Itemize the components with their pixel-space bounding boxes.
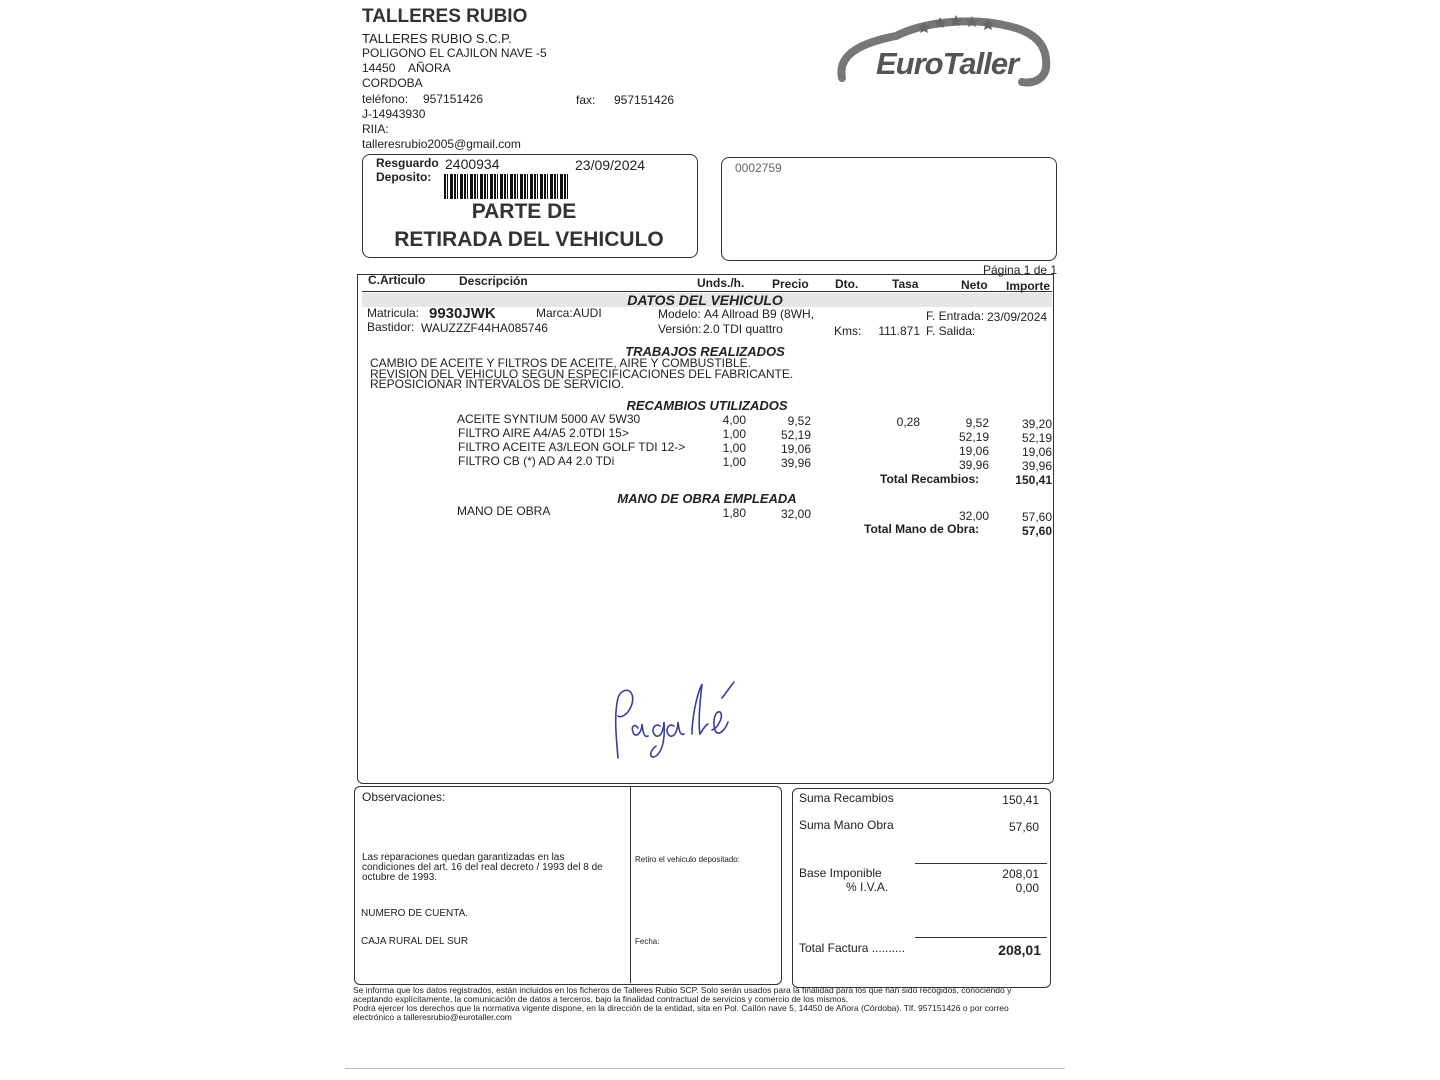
work-line-2: REVISION DEL VEHICULO SEGUN ESPECIFICACIONES DEL FABRICANTE. xyxy=(370,367,794,381)
part-tasa: 0,28 xyxy=(896,415,920,429)
suma-mano-label: Suma Mano Obra xyxy=(799,818,894,832)
eurotaller-logo xyxy=(836,10,1051,90)
company-name: TALLERES RUBIO xyxy=(362,6,528,27)
guarantee-line-1: Las reparaciones quedan garantizadas en las xyxy=(362,852,565,863)
guarantee-line-2: condiciones del art. 16 del real decreto / 1993 del 8 de xyxy=(362,862,603,873)
suma-mano-value: 57,60 xyxy=(1008,820,1039,834)
entrada-label: F. Entrada: xyxy=(926,309,985,323)
retiro-label: Retiro el vehiculo depositado: xyxy=(635,855,740,864)
part-unds: 1,00 xyxy=(722,441,746,455)
company-legal-name: TALLERES RUBIO S.C.P. xyxy=(362,31,512,46)
labour-importe: 57,60 xyxy=(1021,510,1052,524)
vehicle-section-title: DATOS DEL VEHICULO xyxy=(627,292,783,308)
col-tasa: Tasa xyxy=(892,277,919,291)
total-divider xyxy=(915,937,1047,938)
fax-value: 957151426 xyxy=(614,93,675,107)
marca-label: Marca: xyxy=(536,306,573,320)
iva-label: % I.V.A. xyxy=(846,880,889,894)
part-importe: 19,06 xyxy=(1021,445,1052,459)
phone-label: teléfono: xyxy=(362,92,409,106)
deposito-label: Deposito: xyxy=(376,170,432,184)
labour-description: MANO DE OBRA xyxy=(457,504,551,518)
company-city: AÑORA xyxy=(408,61,451,75)
resguardo-number: 2400934 xyxy=(445,156,500,172)
part-unds: 1,00 xyxy=(722,455,746,469)
company-email: talleresrubio2005@gmail.com xyxy=(362,137,521,151)
receipt-title-line2: RETIRADA DEL VEHICULO xyxy=(394,228,664,251)
company-province: CORDOBA xyxy=(362,76,423,90)
tax-id: J-14943930 xyxy=(362,107,426,121)
part-importe: 39,20 xyxy=(1021,417,1052,431)
total-recambios-label: Total Recambios: xyxy=(880,472,980,486)
guarantee-line-3: octubre de 1993. xyxy=(362,872,438,883)
labour-section-title: MANO DE OBRA EMPLEADA xyxy=(617,491,797,506)
base-value: 208,01 xyxy=(1002,867,1039,881)
iva-value: 0,00 xyxy=(1015,881,1039,895)
barcode xyxy=(444,174,568,199)
work-line-1: CAMBIO DE ACEITE Y FILTROS DE ACEITE, AIRE Y COMBUSTIBLE. xyxy=(370,356,751,370)
labour-neto: 32,00 xyxy=(958,509,989,523)
part-unds: 1,00 xyxy=(722,427,746,441)
logo-text: EuroTaller xyxy=(876,46,1019,81)
cuenta-label: NUMERO DE CUENTA. xyxy=(361,908,469,919)
parts-row xyxy=(0,454,1440,473)
part-unds: 4,00 xyxy=(722,413,746,427)
riia-label: RIIA: xyxy=(362,122,389,136)
modelo-value: A4 Allroad B9 (8WH, xyxy=(704,307,815,321)
labour-row xyxy=(0,504,1440,524)
col-descripcion: Descripción xyxy=(459,274,528,288)
col-unds: Unds./h. xyxy=(697,276,745,290)
bank-name: CAJA RURAL DEL SUR xyxy=(361,936,469,947)
observaciones-box xyxy=(354,786,782,985)
company-zip: 14450 xyxy=(362,61,396,75)
part-precio: 39,96 xyxy=(780,456,811,470)
parts-section-title: RECAMBIOS UTILIZADOS xyxy=(626,398,788,413)
observaciones-label: Observaciones: xyxy=(362,790,446,804)
part-neto: 52,19 xyxy=(958,430,989,444)
kms-label: Kms: xyxy=(834,324,862,338)
base-divider xyxy=(915,863,1047,864)
part-description: ACEITE SYNTIUM 5000 AV 5W30 xyxy=(457,412,641,426)
bastidor-value: WAUZZZF44HA085746 xyxy=(421,321,548,335)
footer-line-2: aceptando explícitamente, la comunicación de datos a terceros, bajo la finalidad contractual de servicios y comercio de los mismos. xyxy=(353,994,849,1004)
observaciones-divider xyxy=(630,787,631,983)
bottom-rule xyxy=(345,1068,1065,1069)
total-recambios-value: 150,41 xyxy=(1015,473,1052,487)
col-dto: Dto. xyxy=(835,277,859,291)
total-mano-label: Total Mano de Obra: xyxy=(864,522,980,536)
part-importe: 52,19 xyxy=(1021,431,1052,445)
client-code: 0002759 xyxy=(735,161,782,175)
bastidor-label: Bastidor: xyxy=(367,320,415,334)
footer-line-1: Se informa que los datos registrados, están incluidos en los ficheros de Talleres Rubio SCP. Solo serán usados para la finalidad para los que han sido recogidos, conociendo y xyxy=(353,985,1012,995)
kms-value: 111.871 xyxy=(878,324,920,338)
marca-value: AUDI xyxy=(573,306,602,320)
footer-line-4: electrónico a talleresrubio@eurotaller.com xyxy=(353,1012,512,1022)
suma-recambios-value: 150,41 xyxy=(1002,793,1039,807)
resguardo-label: Resguardo xyxy=(376,156,439,170)
part-description: FILTRO CB (*) AD A4 2.0 TDi xyxy=(458,454,615,468)
col-neto: Neto xyxy=(961,278,988,292)
version-label: Versión: xyxy=(658,322,702,336)
part-precio: 52,19 xyxy=(780,428,811,442)
suma-recambios-label: Suma Recambios xyxy=(799,791,894,805)
col-precio: Precio xyxy=(772,277,809,291)
work-section-title: TRABAJOS REALIZADOS xyxy=(625,344,785,359)
parts-row xyxy=(0,440,1440,459)
receipt-date: 23/09/2024 xyxy=(575,157,646,173)
part-precio: 9,52 xyxy=(787,414,811,428)
modelo-label: Modelo: xyxy=(658,307,701,321)
part-neto: 19,06 xyxy=(958,444,989,458)
total-mano-value: 57,60 xyxy=(1021,524,1052,538)
part-precio: 19,06 xyxy=(780,442,811,456)
col-articulo: C.Articulo xyxy=(368,273,426,287)
work-line-3: REPOSICIONAR INTERVALOS DE SERVICIO. xyxy=(370,377,625,391)
entrada-value: 23/09/2024 xyxy=(987,310,1048,324)
signature xyxy=(608,676,738,766)
phone-value: 957151426 xyxy=(423,92,484,106)
parts-row xyxy=(0,412,1440,431)
footer-line-3: Podrá ejercer los derechos que la normativa vigente dispone, en la dirección de la entidad, sita en Pol. Caílón nave 5, 14450 de Añora (Córdoba). Tlf. 957151426 o por correo xyxy=(353,1003,1009,1013)
matricula-value: 9930JWK xyxy=(429,305,496,322)
total-factura-label: Total Factura .......... xyxy=(799,941,906,955)
company-address: POLIGONO EL CAJILON NAVE -5 xyxy=(362,46,547,60)
labour-unds: 1,80 xyxy=(722,506,746,520)
page-indicator: Página 1 de 1 xyxy=(983,263,1058,277)
col-importe: Importe xyxy=(1006,279,1051,293)
parts-row xyxy=(0,426,1440,445)
fax-label: fax: xyxy=(576,93,596,107)
part-importe: 39,96 xyxy=(1021,459,1052,473)
receipt-title-line1: PARTE DE xyxy=(471,200,577,223)
version-value: 2.0 TDI quattro xyxy=(703,322,783,336)
part-neto: 9,52 xyxy=(965,416,989,430)
fecha-label: Fecha: xyxy=(635,937,660,946)
salida-label: F. Salida: xyxy=(926,324,976,338)
part-description: FILTRO AIRE A4/A5 2.0TDI 15> xyxy=(458,426,629,440)
part-neto: 39,96 xyxy=(958,458,989,472)
total-factura-value: 208,01 xyxy=(998,942,1041,958)
matricula-label: Matricula: xyxy=(367,306,420,320)
base-label: Base Imponible xyxy=(799,866,882,880)
labour-precio: 32,00 xyxy=(780,507,811,521)
part-description: FILTRO ACEITE A3/LEON GOLF TDI 12-> xyxy=(458,440,686,454)
company-header xyxy=(362,6,527,28)
